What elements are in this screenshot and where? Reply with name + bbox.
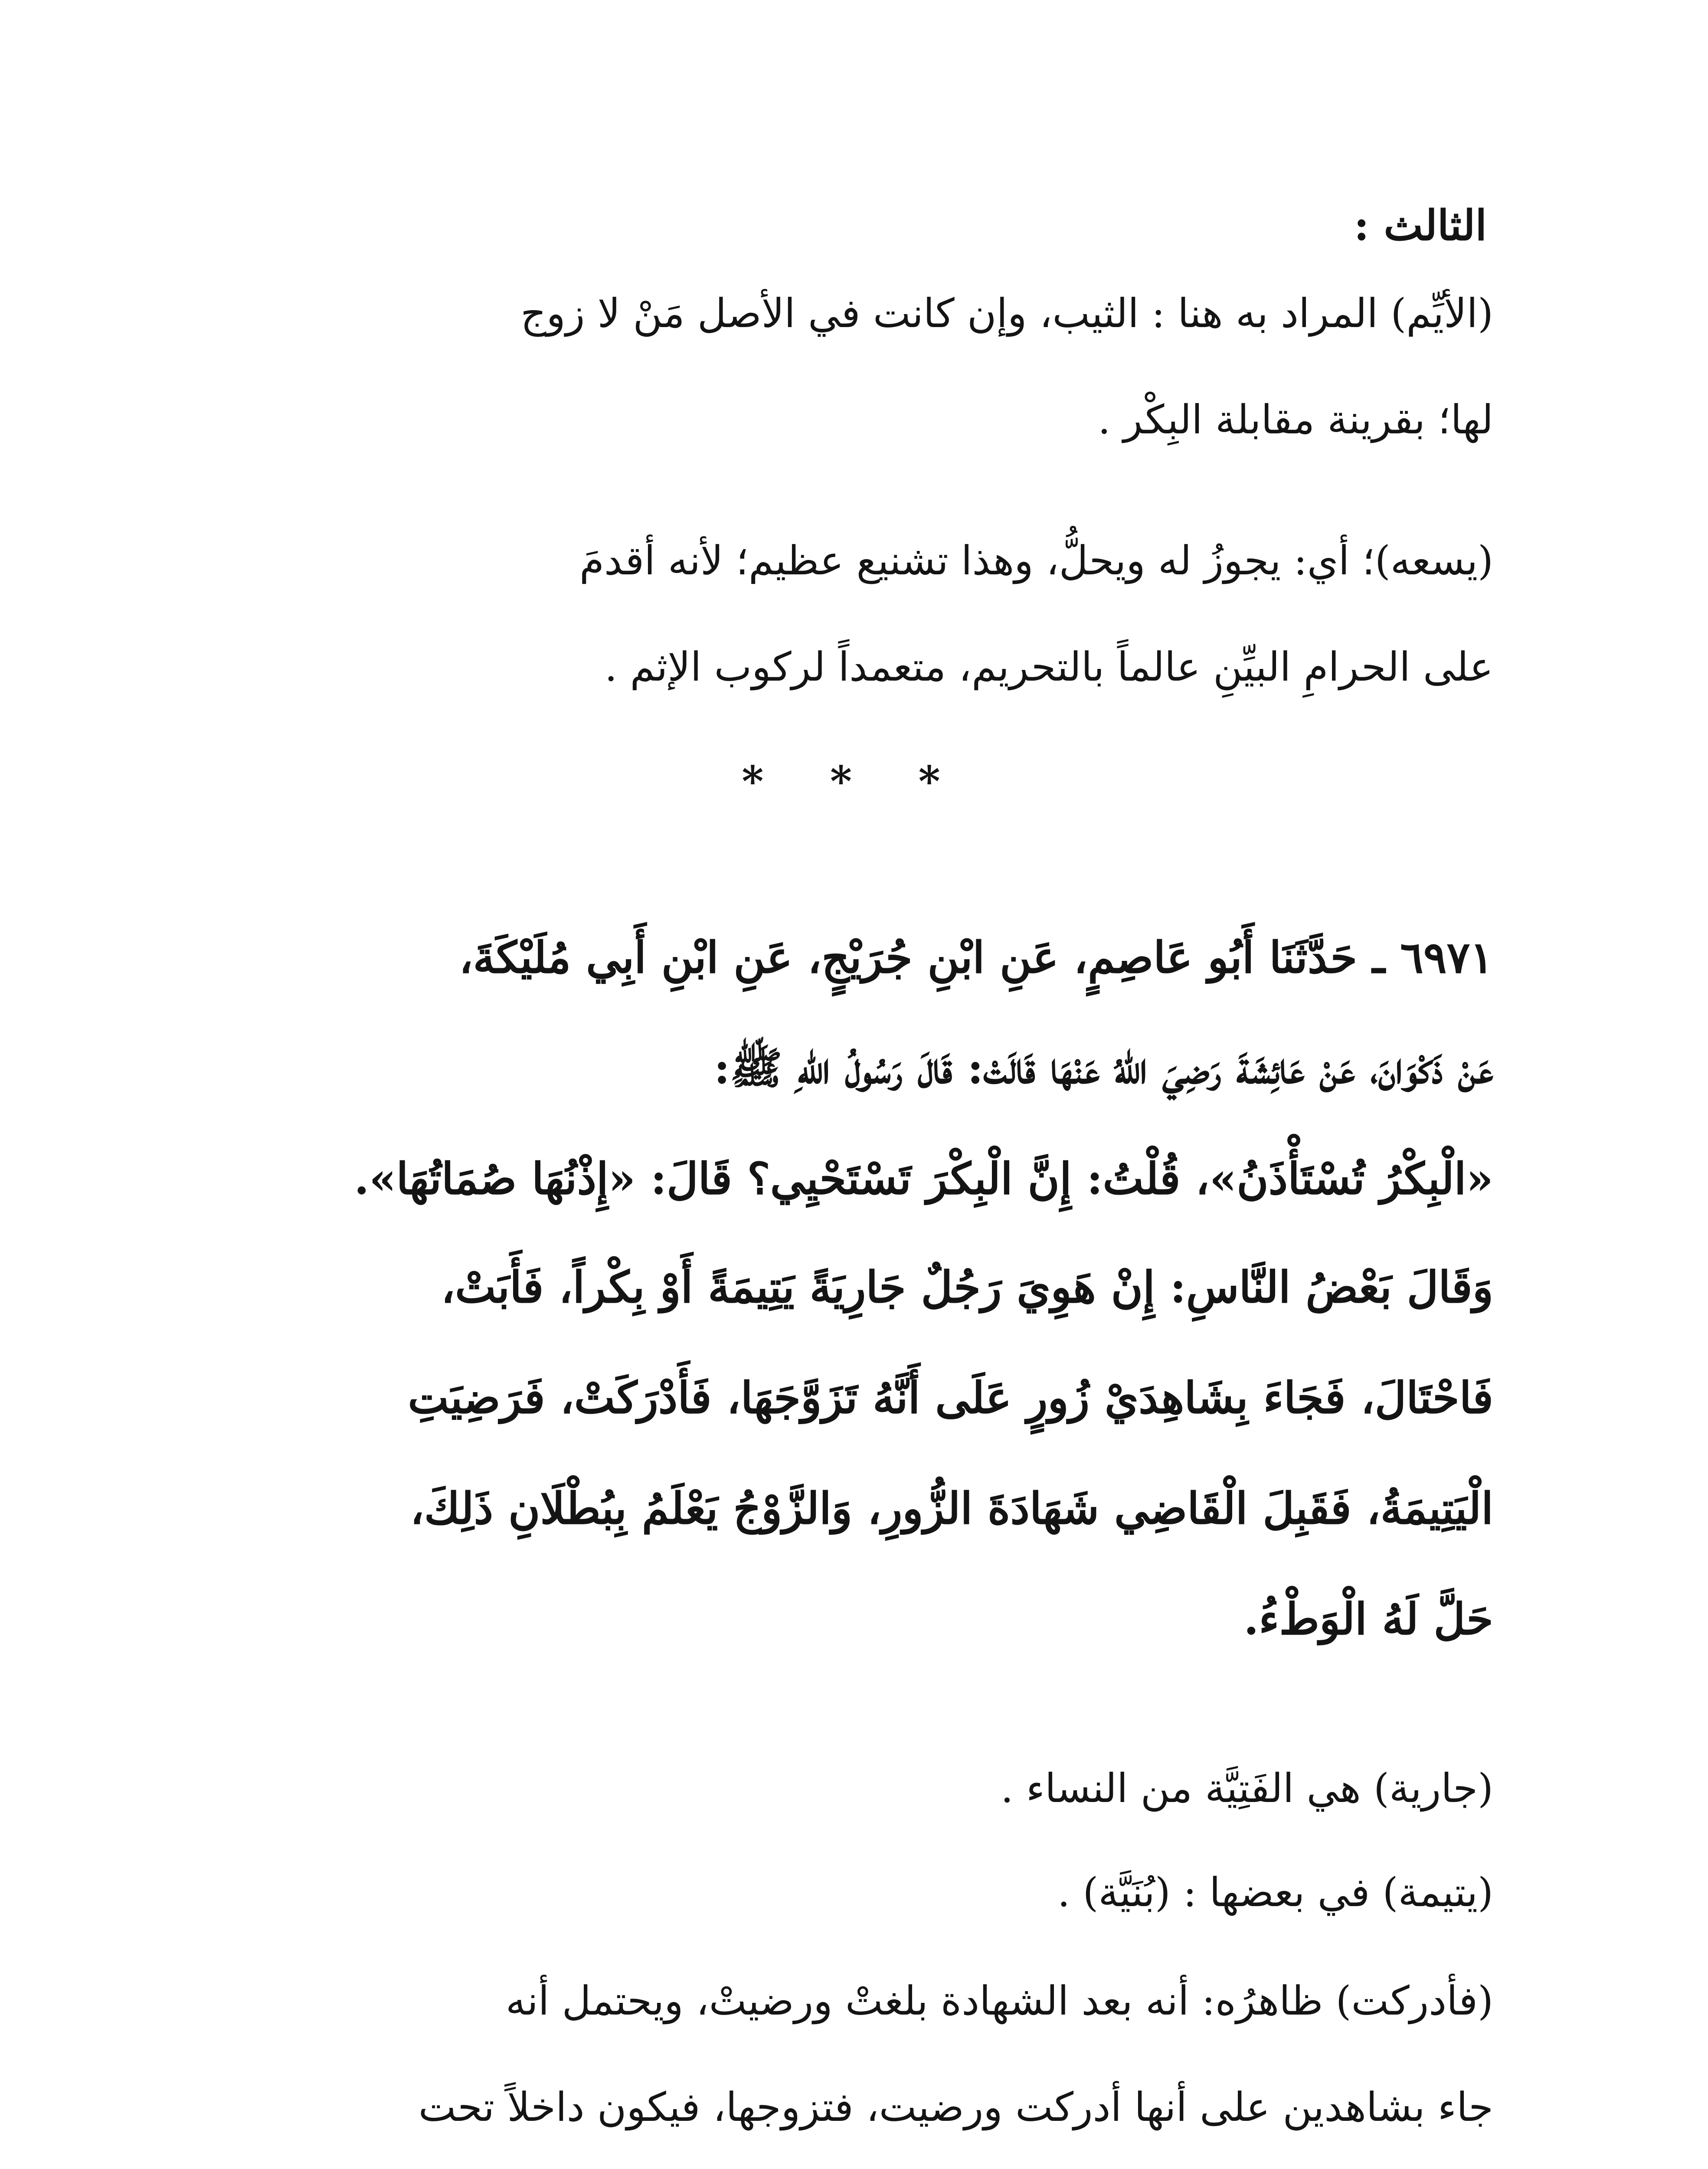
text-line: جاء بشاهدين على أنها أدركت ورضيت، فتزوجها، فيكون داخلاً تحت: [418, 2084, 1493, 2130]
hadith-text: [213, 902, 1493, 1234]
hadith-qala-text: [213, 1232, 1493, 1674]
text-line: عَنْ ذَكْوَانَ، عَنْ عَائِشَةَ رَضِيَ اللهُ عَنْهَا قَالَتْ: قَالَ رَسُولُ اللهِ ﷺ:: [714, 1042, 1493, 1094]
text-line: (يسعه)؛ أي: يجوزُ له ويحلُّ، وهذا تشنيع عظيم؛ لأنه أقدمَ: [579, 537, 1493, 584]
text-line: حَلَّ لَهُ الْوَطْءُ.: [1243, 1593, 1493, 1645]
commentary-paragraph-yatima: [213, 1839, 1493, 1946]
text-line: «الْبِكْرُ تُسْتَأْذَنُ»، قُلْتُ: إِنَّ الْبِكْرَ تَسْتَحْيِي؟ قَالَ: «إِذْنُهَا صُمَاتُهَا».: [354, 1153, 1493, 1204]
section-heading: الثالث :: [1354, 201, 1487, 250]
text-line: لها؛ بقرينة مقابلة البِكْر .: [1098, 396, 1493, 443]
text-line: الْيَتِيمَةُ، فَقَبِلَ الْقَاضِي شَهَادَةَ الزُّورِ، وَالزَّوْجُ يَعْلَمُ بِبُطْلَانِ ذَلِكَ،: [410, 1483, 1493, 1534]
text-line: وَقَالَ بَعْضُ النَّاسِ: إِنْ هَوِيَ رَجُلٌ جَارِيَةً يَتِيمَةً أَوْ بِكْراً، فَأَبَتْ،: [441, 1261, 1493, 1313]
commentary-paragraph-yasauhu: [213, 508, 1493, 720]
text-line: ٦٩٧١ ـ حَدَّثَنَا أَبُو عَاصِمٍ، عَنِ ابْنِ جُرَيْجٍ، عَنِ ابْنِ أَبِي مُلَيْكَةَ،: [459, 932, 1493, 983]
section-separator: * * *: [742, 757, 966, 806]
text-line: (فأدركت) ظاهرُه: أنه بعد الشهادة بلغتْ ورضيتْ، ويحتمل أنه: [505, 1978, 1493, 2024]
commentary-paragraph-ayyim: [213, 260, 1493, 473]
text-line: (الأيِّم) المراد به هنا : الثيب، وإن كانت في الأصل مَنْ لا زوج: [520, 290, 1493, 337]
commentary-paragraph-fa-adrakat: [213, 1948, 1493, 2169]
text-line: [213, 2160, 1493, 2169]
text-line: فَاحْتَالَ، فَجَاءَ بِشَاهِدَيْ زُورٍ عَلَى أَنَّهُ تَزَوَّجَهَا، فَأَدْرَكَتْ، فَرَضِيَتِ: [408, 1372, 1493, 1423]
commentary-paragraph-jariya: [213, 1735, 1493, 1841]
text-line: (جارية) هي الفَتِيَّة من النساء .: [1001, 1765, 1493, 1812]
text-line: (يتيمة) في بعضها : (بُنَيَّة) .: [1057, 1869, 1493, 1916]
text-line: على الحرامِ البيِّنِ عالماً بالتحريم، متعمداً لركوب الإثم .: [605, 644, 1493, 690]
